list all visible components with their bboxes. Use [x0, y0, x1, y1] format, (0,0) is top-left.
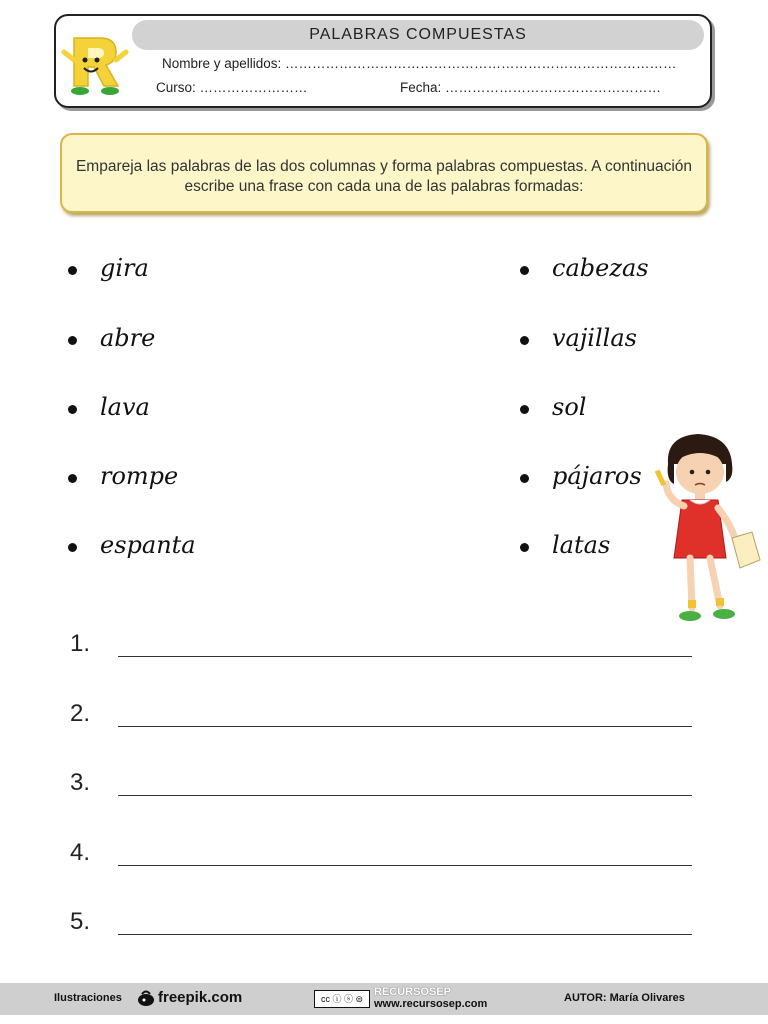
right-word: cabezas [552, 254, 649, 282]
sentence-number: 5. [70, 908, 91, 935]
answer-line[interactable] [118, 726, 692, 727]
answer-line[interactable] [118, 656, 692, 657]
author-credit: AUTOR: María Olivares [564, 992, 685, 1004]
name-field: Nombre y apellidos: …………………………………………………………………………… [162, 56, 677, 71]
freepik-logo-icon [136, 989, 156, 1007]
right-word: vajillas [552, 324, 637, 352]
freepik-link[interactable]: freepik.com [158, 989, 243, 1006]
illustrations-label: Ilustraciones [54, 992, 122, 1004]
cc-label: cc [320, 994, 330, 1004]
instructions-box [60, 133, 708, 213]
sentence-number: 1. [70, 630, 91, 657]
bullet-icon [520, 405, 529, 414]
bullet-icon [68, 543, 77, 552]
bullet-icon [520, 336, 529, 345]
date-field: Fecha: ………………………………………… [400, 80, 662, 95]
left-word: lava [100, 393, 150, 421]
bullet-icon [68, 336, 77, 345]
left-word: gira [100, 254, 149, 282]
bullet-icon [68, 405, 77, 414]
left-word: rompe [100, 462, 179, 490]
bullet-icon [68, 474, 77, 483]
bullet-icon [520, 474, 529, 483]
bullet-icon [520, 543, 529, 552]
site-url[interactable]: www.recursosep.com [374, 998, 488, 1010]
sentence-number: 4. [70, 839, 91, 866]
course-field: Curso: …………………… [156, 80, 308, 95]
right-word: sol [552, 393, 587, 421]
footer-bar [0, 983, 768, 1015]
worksheet-title: PALABRAS COMPUESTAS [132, 20, 704, 50]
letter-r-mascot-icon [60, 30, 130, 100]
bullet-icon [520, 266, 529, 275]
bullet-icon [68, 266, 77, 275]
header-box [54, 14, 712, 108]
creative-commons-badge: cc ⓘ ⓢ ⊜ [314, 990, 370, 1008]
right-word: latas [552, 531, 611, 559]
answer-line[interactable] [118, 795, 692, 796]
girl-thinking-illustration [640, 430, 764, 630]
left-word: espanta [100, 531, 196, 559]
right-word: pájaros [552, 462, 642, 490]
site-name: RECURSOSEP [374, 986, 452, 998]
answer-line[interactable] [118, 865, 692, 866]
left-word: abre [100, 324, 156, 352]
sentence-number: 3. [70, 769, 91, 796]
answer-line[interactable] [118, 934, 692, 935]
instructions-text: Empareja las palabras de las dos columnas y forma palabras compuestas. A continuación escribe una frase con cada una de las palabras formadas: [75, 158, 693, 195]
sentence-number: 2. [70, 700, 91, 727]
